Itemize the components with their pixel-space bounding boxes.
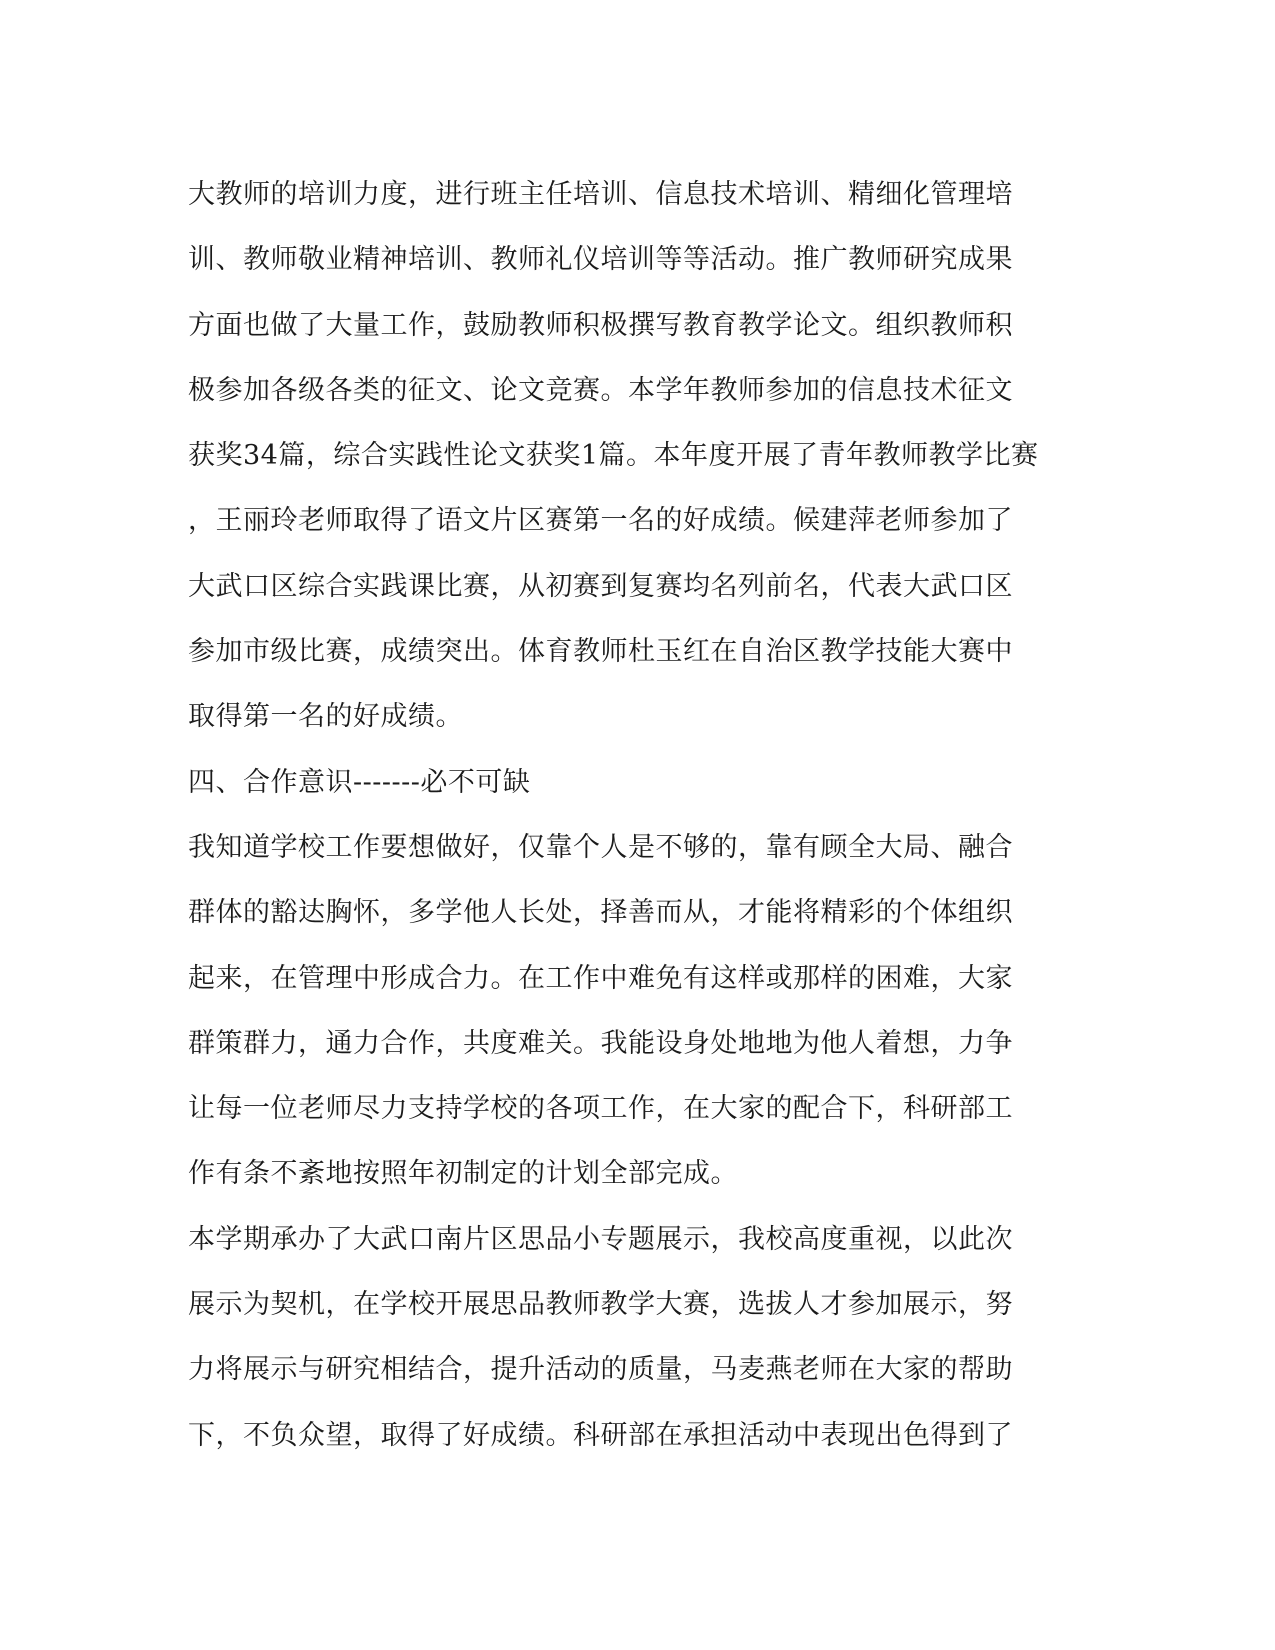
text-line: 大教师的培训力度，进行班主任培训、信息技术培训、精细化管理培 [188,179,1013,210]
text-line: 让每一位老师尽力支持学校的各项工作，在大家的配合下，科研部工 [188,1093,1013,1125]
text-line: ，王丽玲老师取得了语文片区赛第一名的好成绩。候建萍老师参加了 [188,505,1013,537]
text-line: 参加市级比赛，成绩突出。体育教师杜玉红在自治区教学技能大赛中 [188,636,1013,668]
text-line: 获奖34篇，综合实践性论文获奖1篇。本年度开展了青年教师教学比赛 [188,440,1039,472]
text-line: 训、教师敬业精神培训、教师礼仪培训等等活动。推广教师研究成果 [188,244,1013,276]
section-heading: 四、合作意识-------必不可缺 [188,766,531,798]
body-text [188,162,1088,1468]
text-line: 作有条不紊地按照年初制定的计划全部完成。 [188,1158,738,1190]
text-line: 取得第一名的好成绩。 [188,701,463,733]
text-line: 群体的豁达胸怀，多学他人长处，择善而从，才能将精彩的个体组织 [188,897,1013,929]
text-line: 极参加各级各类的征文、论文竞赛。本学年教师参加的信息技术征文 [188,374,1013,406]
text-line: 我知道学校工作要想做好，仅靠个人是不够的，靠有顾全大局、融合 [188,831,1013,863]
text-line: 下，不负众望，取得了好成绩。科研部在承担活动中表现出色得到了 [188,1419,1013,1451]
text-line: 群策群力，通力合作，共度难关。我能设身处地地为他人着想，力争 [188,1027,1013,1059]
text-line: 本学期承办了大武口南片区思品小专题展示，我校高度重视，以此次 [188,1223,1013,1255]
text-line: 力将展示与研究相结合，提升活动的质量，马麦燕老师在大家的帮助 [188,1354,1013,1386]
text-line: 展示为契机，在学校开展思品教师教学大赛，选拔人才参加展示，努 [188,1289,1013,1321]
text-line: 起来，在管理中形成合力。在工作中难免有这样或那样的困难，大家 [188,962,1013,994]
text-line: 大武口区综合实践课比赛，从初赛到复赛均名列前名，代表大武口区 [188,570,1013,602]
text-line: 方面也做了大量工作，鼓励教师积极撰写教育教学论文。组织教师积 [188,309,1013,341]
